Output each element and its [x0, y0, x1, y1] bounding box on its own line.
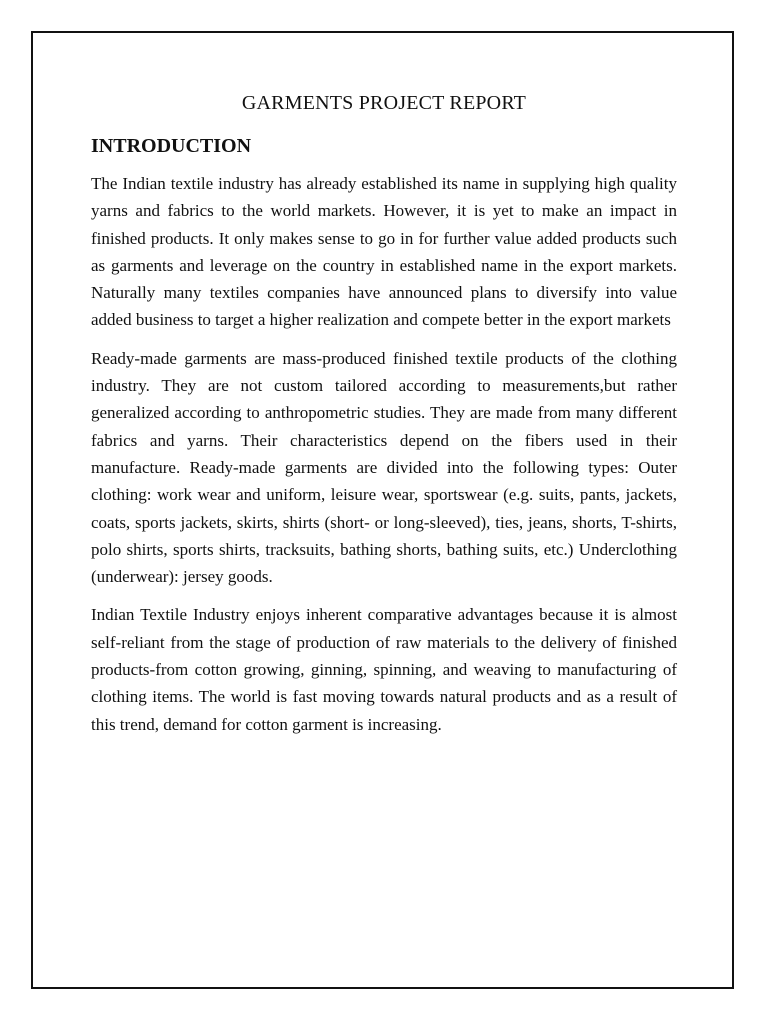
- paragraph-3: Indian Textile Industry enjoys inherent comparative advantages because it is almost self-reliant from the stage of production of raw materials to the delivery of finished products-from cotton growing, ginning, spinning, and weaving to manufacturing of clothing items. The world is fast moving towards natural products and as a result of this trend, demand for cotton garment is increasing.: [91, 605, 677, 734]
- section-heading: INTRODUCTION: [91, 135, 252, 157]
- page-title: GARMENTS PROJECT REPORT: [241, 92, 527, 114]
- paragraph-1: The Indian textile industry has already established its name in supplying high quality yarns and fabrics to the world markets. However, it is yet to make an impact in finished products. It only makes sense to go in for further value added products such as garments and leverage on the country in established name in the export markets. Naturally many textiles companies have announced plans to diversify into value added business to target a higher realization and compete better in the export markets: [91, 174, 677, 330]
- document-body: [91, 92, 677, 749]
- paragraph-2: Ready-made garments are mass-produced finished textile products of the clothing industry. They are not custom tailored according to measurements,but rather generalized according to anthropometric studies. They are made from many different fabrics and yarns. Their characteristics depend on the fibers used in their manufacture. Ready-made garments are divided into the following types: Outer clothing: work wear and uniform, leisure wear, sportswear (e.g. suits, pants, jackets, coats, sports jackets, skirts, shirts (short- or long-sleeved), ties, jeans, shorts, T-shirts, polo shirts, sports shirts, tracksuits, bathing shorts, bathing suits, etc.) Underclothing (underwear): jersey goods.: [91, 348, 677, 587]
